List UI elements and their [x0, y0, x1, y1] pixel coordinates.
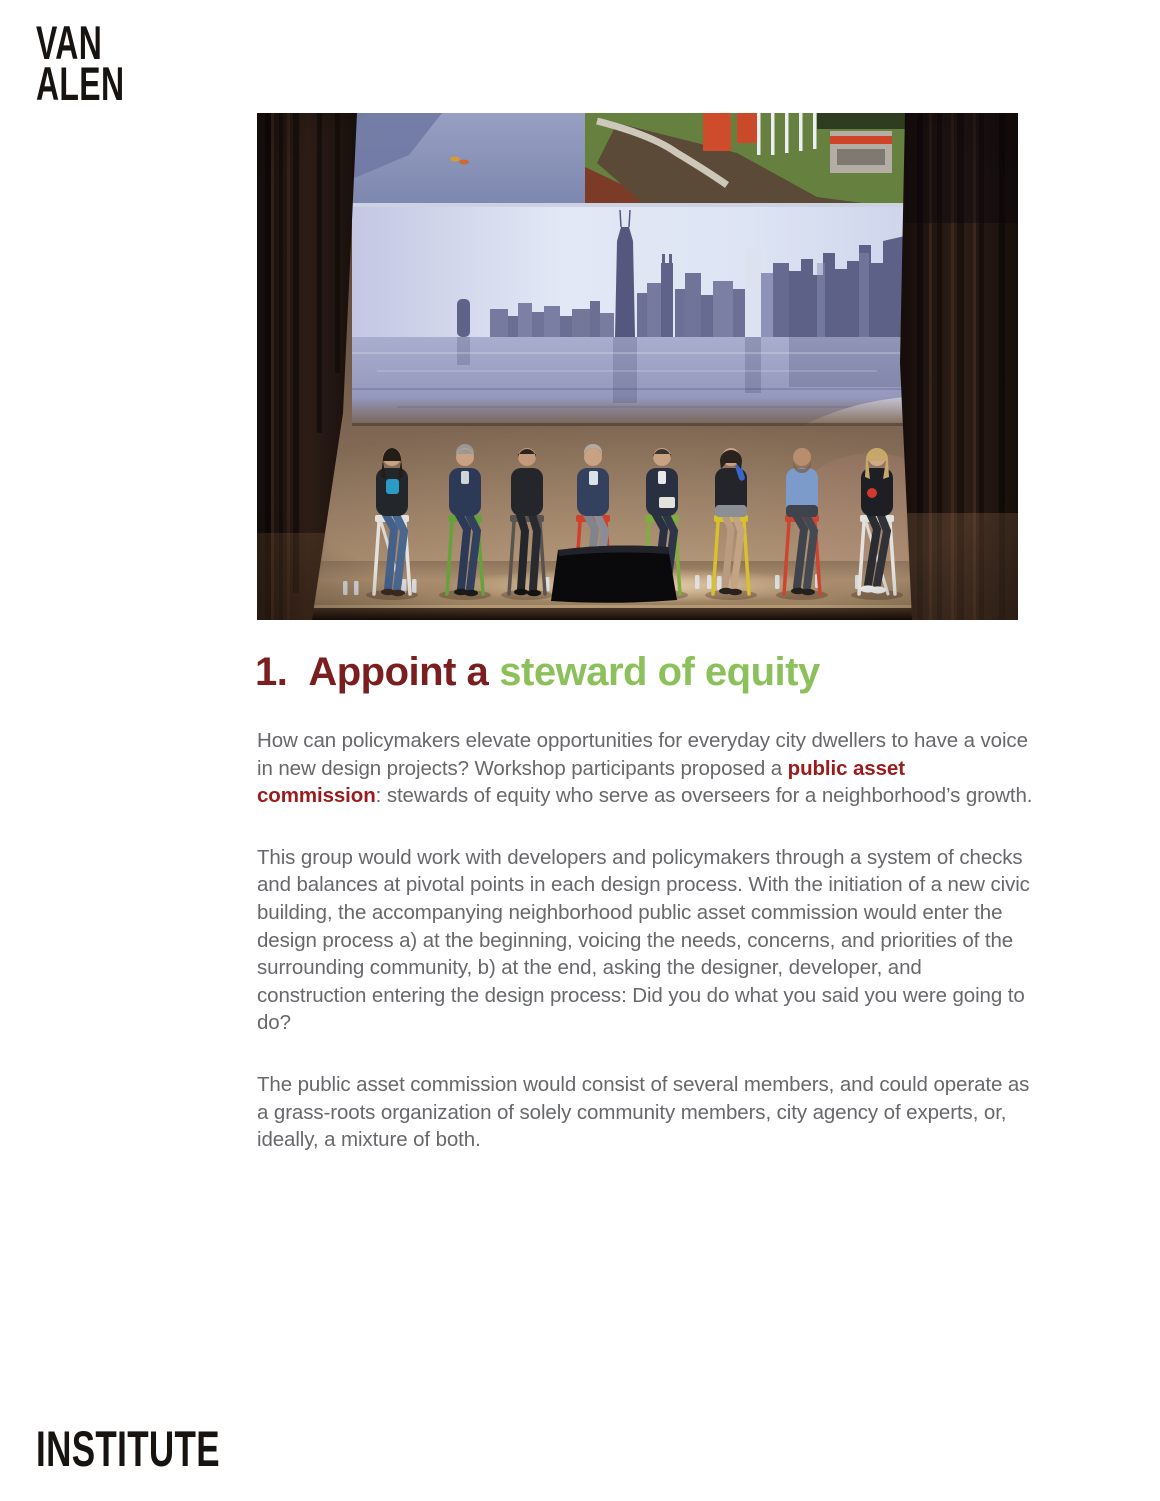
p1-text-before: How can policymakers elevate opportunities for everyday city dwellers to have a voice in new design projects? Workshop participants proposed a [257, 729, 1028, 780]
logo-line-alen: ALEN [36, 57, 125, 110]
p1-text-after: : stewards of equity who serve as overseers for a neighborhood’s growth. [375, 784, 1033, 808]
article-body [257, 727, 1033, 1188]
event-photo-illustration [257, 113, 1018, 620]
section-heading [255, 650, 820, 695]
heading-number: 1. [255, 650, 288, 694]
p1-emphasis-public-asset-commission: public asset commission [257, 756, 905, 808]
paragraph-3: The public asset commission would consist of several members, and could operate as a grass-roots organization of solely community members, city agency of experts, or, ideally, a mixture of both. [257, 1072, 1030, 1152]
photo-vignette [257, 113, 1018, 620]
panel-event-photo [257, 113, 1018, 620]
van-alen-logo [36, 16, 125, 110]
paragraph-1 [257, 727, 1033, 810]
heading-text-dark: Appoint a [308, 650, 489, 694]
institute-wordmark: INSTITUTE [36, 1421, 220, 1477]
heading-text-green: steward of equity [499, 650, 820, 694]
paragraph-2: This group would work with developers and policymakers through a system of checks and balances at pivotal points in each design process. With the initiation of a new civic building, the accompanying neighborhood public asset commission would enter the design process a) at the beginning, voicing the needs, concerns, and priorities of the surrounding community, b) at the end, asking the designer, developer, and construction entering the design process: Did you do what you said you were going to do? [257, 845, 1030, 1035]
logo-line-van: VAN [36, 16, 103, 69]
